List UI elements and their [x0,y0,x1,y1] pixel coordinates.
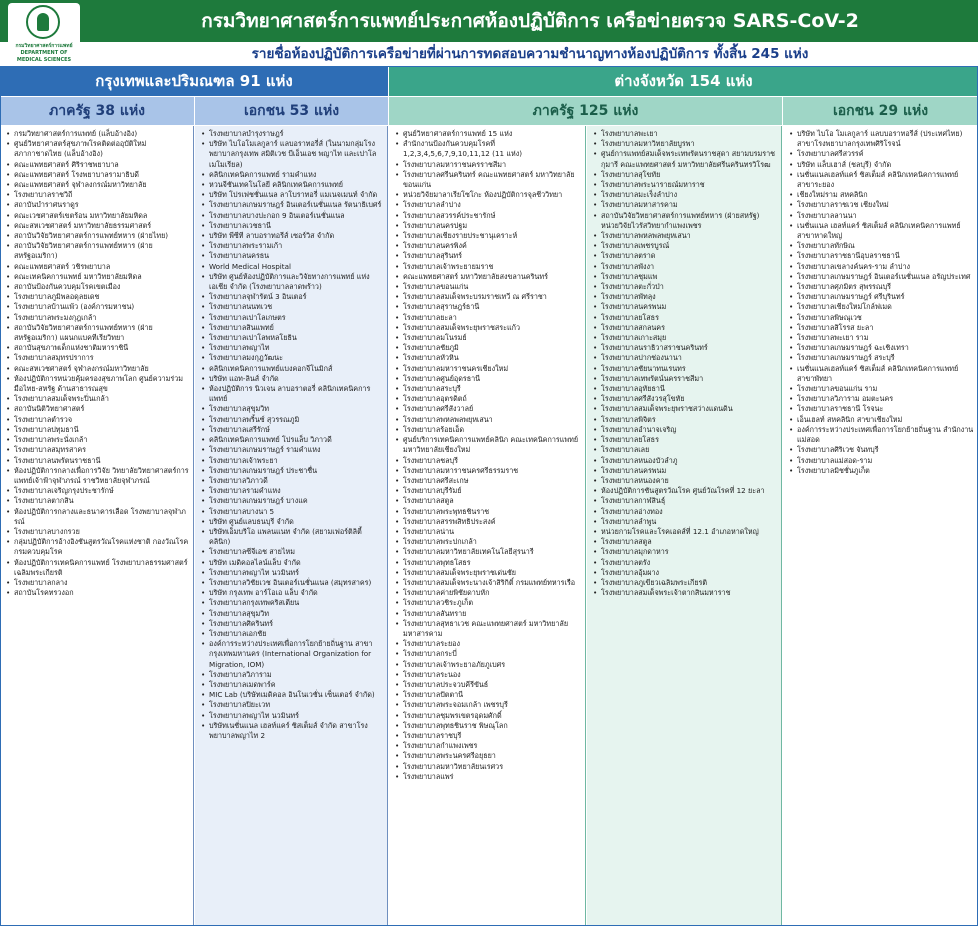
list-item: • โรงพยาบาลหนองบัวลำภู [593,456,778,466]
list-item: • โรงพยาบาลมงกุฎวัฒนะ [201,353,384,363]
list-item: • โรงพยาบาลสันทราย [395,609,582,619]
list-item: • โรงพยาบาลสมเด็จพระเจ้าตากสินมหาราช [593,588,778,598]
list-item: • MIC Lab (บริษัทเมดิคอล อินโนเวชั่น เซ็นเตอร์ จำกัด) [201,690,384,700]
list-item: • บริษัท กรุงเทพ อาร์โอเอ แล็บ จำกัด [201,588,384,598]
list-column-prov-private [783,126,978,926]
list-item: • โรงพยาบาลเกษมราษฎร์ อินเตอร์เนชั่นแนล รัตนาธิเบศร์ [201,200,384,210]
list-item: • โรงพยาบาลสุราษฎร์ธานี [395,302,582,312]
list-item: • สถาบันโรคทรวงอก [6,588,190,598]
list-item: • โรงพยาบาลเจ้าพระยายมราช [395,262,582,272]
list-item: • โรงพยาบาลพริ้นซ์ สุวรรณภูมิ [201,415,384,425]
list-item: • โรงพยาบาลปากช่องนานา [593,353,778,363]
list-item: • โรงพยาบาลราชบุรี [395,731,582,741]
list-item: • บริษัท ไบโอโมเลกูลาร์ แลบอราทอรี่ส์ (ในนามกลุ่มโรงพยาบาลกรุงเทพ สมิติเวช บีเอ็นเอช พญาไท และเปาโล เมโมเรียล) [201,139,384,170]
list-item: • โรงพยาบาลมหาราชนครราชสีมา [395,160,582,170]
list-item: • คณะเทคนิคการแพทย์ มหาวิทยาลัยมหิดล [6,272,190,282]
list-item: • โรงพยาบาลระยอง [395,639,582,649]
list-item: • บริษัท โปรเฟชชั่นแนล ลาโบราทอรี่ แมเนจเมนท์ จำกัด [201,190,384,200]
list-item: • โรงพยาบาลตะกั่วป่า [593,282,778,292]
list-item: • โรงพยาบาลศรีนครินทร์ คณะแพทยศาสตร์ มหาวิทยาลัยขอนแก่น [395,170,582,190]
list-item: • โรงพยาบาลปัตตานี [395,690,582,700]
list-item: • คณะแพทยศาสตร์ จุฬาลงกรณ์มหาวิทยาลัย [6,180,190,190]
list-item: • โรงพยาบาลวิภาราม อมตะนคร [789,394,975,404]
list-item: • โรงพยาบาลลำปาง [395,200,582,210]
list-item: • โรงพยาบาลกาฬสินธุ์ [593,496,778,506]
list-item: • โรงพยาบาลพหลพลพยุหเสนา [593,231,778,241]
list-item: • โรงพยาบาลสมเด็จพระยุพราชสว่างแดนดิน [593,404,778,414]
list-item: • คณะแพทยศาสตร์ โรงพยาบาลรามาธิบดี [6,170,190,180]
list-item: • โรงพยาบาลอ่างทอง [593,507,778,517]
list-item: • โรงพยาบาลเกษมราษฎร์ ศรีบุรินทร์ [789,292,975,302]
list-item: • โรงพยาบาลเสรีรักษ์ [201,425,384,435]
list-item: • โรงพยาบาลสมเด็จพระปิ่นเกล้า [6,394,190,404]
list-item: • ห้องปฏิบัติการหน่วยคุ้มครองสุขภาพโลก ศูนย์ความร่วมมือไทย-สหรัฐ ด้านสาธารณสุข [6,374,190,394]
list-item: • โรงพยาบาลพหลพลพยุหเสนา [395,415,582,425]
section-header-bkk-private: เอกชน 53 แห่ง [195,97,388,125]
list-item: • โรงพยาบาลสุโขทัย [593,170,778,180]
list-item: • โรงพยาบาลเจริญกรุงประชารักษ์ [6,486,190,496]
list-item: • บริษัท พีซีที ลาบอราทอรีส์ เซอร์วิส จำกัด [201,231,384,241]
section-header-bkk-gov: ภาครัฐ 38 แห่ง [0,97,194,125]
list-item: • โรงพยาบาลเชียงรายประชานุเคราะห์ [395,231,582,241]
list-item: • โรงพยาบาลหนองคาย [593,476,778,486]
list-item: • โรงพยาบาลนครธน [201,251,384,261]
list-item: • คณะแพทยศาสตร์ วชิรพยาบาล [6,262,190,272]
list-item: • โรงพยาบาลพะเยา [593,129,778,139]
list-item: • โรงพยาบาลพญาไท [201,343,384,353]
list-item: • โรงพยาบาลพระนครศรีอยุธยา [395,751,582,761]
list-item: • โรงพยาบาลสมุทรปราการ [6,353,190,363]
list-item: • โรงพยาบาลเกษมราษฎร์ สระบุรี [789,353,975,363]
region-header-bangkok: กรุงเทพและปริมณฑล 91 แห่ง [0,66,388,96]
list-item: • โรงพยาบาลบางนา 5 [201,507,384,517]
list-item: • โรงพยาบาลศุภมิตร สุพรรณบุรี [789,282,975,292]
list-item: • โรงพยาบาลมหาราชนครศรีธรรมราช [395,466,582,476]
list-item: • โรงพยาบาลเทพรัตน์นครราชสีมา [593,374,778,384]
list-column-prov-gov-a [389,126,586,926]
list-item: • บริษัท เมดิคอลไลน์แล็บ จำกัด [201,558,384,568]
list-item: • คณะสหเวชศาสตร์ จุฬาลงกรณ์มหาวิทยาลัย [6,364,190,374]
list-item: • สถาบันวิจัยวิทยาศาสตร์การแพทย์ทหาร (ฝ่ายสหรัฐ) หน่วยวิจัยไวรัสวิทยากำแพงเพชร [593,211,778,231]
department-logo [8,3,80,65]
list-item: • โรงพยาบาลเปาโลเกษตร [201,313,384,323]
list-item: • บริษัทเอ็มบริโอ แพลนแนท จำกัด (สยามเฟอร์ติลิตี้ คลินิก) [201,527,384,547]
list-item: • คณะแพทยศาสตร์ มหาวิทยาลัยสงขลานครินทร์ [395,272,582,282]
list-item: • คณะเวชศาสตร์เขตร้อน มหาวิทยาลัยมหิดล [6,211,190,221]
region-header-province: ต่างจังหวัด 154 แห่ง [389,66,978,96]
list-item: • โรงพยาบาลยโสธร [593,313,778,323]
list-item: • โรงพยาบาลชัยนาทนเรนทร [593,364,778,374]
list-item: • โรงพยาบาลสตูล [593,537,778,547]
list-item: • โรงพยาบาลมหาราชนครเชียงใหม่ [395,364,582,374]
list-item: • โรงพยาบาลอุตรดิตถ์ [395,394,582,404]
list-item: • โรงพยาบาลสมเด็จพระยุพราชเด่นชัย [395,568,582,578]
list-item: • คลินิกเทคนิคการแพทย์ โปรแล็บ วิภาวดี [201,435,384,445]
list-item: • โรงพยาบาลสวรรค์ประชารักษ์ [395,211,582,221]
list-item: • โรงพยาบาลมโนรมย์ [395,333,582,343]
list-item: • คลินิกเทคนิคการแพทย์ รามคำแหง [201,170,384,180]
list-item: • โรงพยาบาลตรัง [593,558,778,568]
list-item: • โรงพยาบาลเขลางค์นคร-ราม ลำปาง [789,262,975,272]
section-header-prov-private: เอกชน 29 แห่ง [783,97,978,125]
list-item: • โรงพยาบาลเพชรบูรณ์ [593,241,778,251]
list-item: • โรงพยาบาลปทุมธานี [6,425,190,435]
list-item: • โรงพยาบาลร้อยเอ็ด [395,425,582,435]
list-item: • ศูนย์วิทยาศาสตร์สุขภาพโรคติดต่ออุบัติใหม่ สภากาชาดไทย (แล็บอ้างอิง) [6,139,190,159]
list-item: • โรงพยาบาลพญาไท นวมินทร์ [201,568,384,578]
list-item: • โรงพยาบาลอุ้มผาง [593,568,778,578]
list-item: • โรงพยาบาลวิภาวดี [201,476,384,486]
list-item: • เนชั่นแนลเฮลท์แคร์ ซิสเต็มส์ คลินิกเทคนิคการแพทย์ สาขาพัทยา [789,364,975,384]
list-item: • โรงพยาบาลพิษณุเวช [789,313,975,323]
list-item: • โรงพยาบาลราชธานี โรจนะ [789,404,975,414]
list-item: • บริษัท แล็บเฮาส์ (ชลบุรี) จำกัด [789,160,975,170]
list-item: • โรงพยาบาลสกลนคร [593,323,778,333]
list-item: • โรงพยาบาลกำแพงเพชร [395,741,582,751]
list-item: • เนชั่นแนลเฮลท์แคร์ ซิสเต็มส์ คลินิกเทคนิคการแพทย์ สาขาระยอง [789,170,975,190]
logo-emblem-icon [26,5,60,39]
list-item: • โรงพยาบาลซีจีเอช สายไหม [201,547,384,557]
list-item: • โรงพยาบาลมหาวิทยาลัยเทคโนโลยีสุรนารี [395,547,582,557]
list-item: • โรงพยาบาลศิครินทร์ [201,619,384,629]
list-item: • โรงพยาบาลศรีสังวรสุโขทัย [593,394,778,404]
list-item: • โรงพยาบาลพระนารายณ์มหาราช [593,180,778,190]
list-item: • ศูนย์บริการเทคนิคการแพทย์คลินิก คณะเทคนิคการแพทย์ มหาวิทยาลัยเชียงใหม่ [395,435,582,455]
list-item: • โรงพยาบาลตากสิน [6,496,190,506]
list-item: • โรงพยาบาลศิริเวช จันทบุรี [789,445,975,455]
list-column-bkk-private [195,126,388,926]
list-item: • โรงพยาบาลบำรุงราษฎร์ [201,129,384,139]
list-item: • โรงพยาบาลลำพูน [593,517,778,527]
list-item: • โรงพยาบาลสินแพทย์ [201,323,384,333]
list-item: • โรงพยาบาลยะลา [395,313,582,323]
list-item: • โรงพยาบาลขอนแก่น ราม [789,384,975,394]
list-item: • โรงพยาบาลสุทธาเวช คณะแพทยศาสตร์ มหาวิทยาลัยมหาสารคาม [395,619,582,639]
list-item: • โรงพยาบาลสิโรรส ยะลา [789,323,975,333]
list-item: • เนชั่นแนล เฮลท์แคร์ ซิสเต็มส์ คลินิกเทคนิคการแพทย์ สาขาหาดใหญ่ [789,221,975,241]
list-item: • ศูนย์การแพทย์สมเด็จพระเทพรัตนราชสุดา สยามบรมราชกุมารี คณะแพทยศาสตร์ มหาวิทยาลัยศรีนครินทรวิโรฒ [593,149,778,169]
list-item: • โรงพยาบาลเชียงใหม่โกล์ฟเมด [789,302,975,312]
list-item: • โรงพยาบาลสตูล [395,496,582,506]
page-title: กรมวิทยาศาสตร์การแพทย์ประกาศห้องปฏิบัติการ เครือข่ายตรวจ SARS-CoV-2 [201,10,859,32]
list-item: • โรงพยาบาลราชวิถี [6,190,190,200]
list-item: • โรงพยาบาลราชธานีอุบลราชธานี [789,251,975,261]
list-item: • โรงพยาบาลเอกชัย [201,629,384,639]
list-item: • สถาบันป้องกันควบคุมโรคเขตเมือง [6,282,190,292]
list-item: • สถาบันวิจัยวิทยาศาสตร์การแพทย์ทหาร (ฝ่ายสหรัฐอเมริกา) [6,241,190,261]
list-item: • โรงพยาบาลลานนา [789,211,975,221]
page-subtitle: รายชื่อห้องปฏิบัติการเครือข่ายที่ผ่านการทดสอบความชำนาญทางห้องปฏิบัติการ ทั้งสิ้น 245 แห่ง [251,46,809,62]
list-item: • โรงพยาบาลสระบุรี [395,384,582,394]
list-item: • โรงพยาบาลพังงา [593,262,778,272]
list-item: • โรงพยาบาลอำนาจเจริญ [593,425,778,435]
list-item: • ห้องปฏิบัติการชันสูตรวัณโรค ศูนย์วัณโรคที่ 12 ยะลา [593,486,778,496]
list-item: • โรงพยาบาลนครพิงค์ [395,241,582,251]
list-item: • คณะสหเวชศาสตร์ มหาวิทยาลัยธรรมศาสตร์ [6,221,190,231]
list-item: • โรงพยาบาลอุทัยธานี [593,384,778,394]
list-item: • โรงพยาบาลสุรินทร์ [395,251,582,261]
list-item: • โรงพยาบาลพระมงกุฎเกล้า [6,313,190,323]
list-item: • โรงพยาบาลชัยภูมิ [395,343,582,353]
list-item: • ศูนย์วิทยาศาสตร์การแพทย์ 15 แห่ง [395,129,582,139]
list-item: • โรงพยาบาลเกาะสมุย [593,333,778,343]
list-item: • บริษัทเนชั่นแนล เฮลท์แคร์ ซิสเต็มส์ จำกัด สาขาโรงพยาบาลพญาไท 2 [201,721,384,741]
list-item: • โรงพยาบาลพระนั่งเกล้า [6,435,190,445]
list-item: • โรงพยาบาลประจวบคีรีขันธ์ [395,680,582,690]
list-item: • โรงพยาบาลแพร่ [395,772,582,782]
list-item: • สำนักงานป้องกันควบคุมโรคที่ 1,2,3,4,5,6,7,9,10,11,12 (11 แห่ง) [395,139,582,159]
list-item: • หวนจีชันเทคโนโลยี คลินิกเทคนิคการแพทย์ [201,180,384,190]
list-item: • สถาบันวิจัยวิทยาศาสตร์การแพทย์ทหาร (ฝ่ายสหรัฐอเมริกา) แผนกแบคทีเรียวิทยา [6,323,190,343]
list-item: • โรงพยาบาลพะเยา ราม [789,333,975,343]
list-item: • โรงพยาบาลนครปฐม [395,221,582,231]
list-item: • โรงพยาบาลสมเด็จพระนางเจ้าสิริกิติ์ กรมแพทย์ทหารเรือ [395,578,582,588]
list-item: • โรงพยาบาลสมุทรสาคร [6,445,190,455]
list-item: • องค์การระหว่างประเทศเพื่อการโยกย้ายถิ่นฐาน สำนักงานแม่สอด [789,425,975,445]
list-item: • World Medical Hospital [201,262,384,272]
list-item: • โรงพยาบาลนนทเวช [201,302,384,312]
list-item: • โรงพยาบาลเมดพาร์ค [201,680,384,690]
list-item: • สถาบันวิจัยวิทยาศาสตร์การแพทย์ทหาร (ฝ่ายไทย) [6,231,190,241]
list-item: • โรงพยาบาลมิชชั่นภูเก็ต [789,466,975,476]
list-item: • โรงพยาบาลสุขุมวิท [201,609,384,619]
list-item: • โรงพยาบาลพระรามเก้า [201,241,384,251]
list-item: • โรงพยาบาลขอนแก่น [395,282,582,292]
list-item: • สถาบันบำราศนราดูร [6,200,190,210]
list-item: • หน่วยกามโรคและโรคเอดส์ที่ 12.1 อำเภอหาดใหญ่ [593,527,778,537]
list-item: • โรงพยาบาลน่าน [395,527,582,537]
list-item: • โรงพยาบาลบางปะกอก 9 อินเตอร์เนชั่นแนล [201,211,384,221]
list-item: • หน่วยวิจัยมาลาเรียโซโกะ ห้องปฏิบัติการจุลชีววิทยา [395,190,582,200]
list-item: • บริษัท ศูนย์ห้องปฏิบัติการและวิจัยทางการแพทย์ แห่งเอเชีย จำกัด (โรงพยาบาลลาดพร้าว) [201,272,384,292]
list-item: • โรงพยาบาลนครพนม [593,466,778,476]
list-item: • โรงพยาบาลสรรพสิทธิประสงค์ [395,517,582,527]
list-item: • โรงพยาบาลเปาโลพหลโยธิน [201,333,384,343]
list-item: • โรงพยาบาลพัทลุง [593,292,778,302]
list-item: • โรงพยาบาลภูมิพลอดุลยเดช [6,292,190,302]
list-item: • โรงพยาบาลบ้านแพ้ว (องค์การมหาชน) [6,302,190,312]
list-item: • โรงพยาบาลศรีสะเกษ [395,476,582,486]
list-item: • โรงพยาบาลเกษมราษฎร์ รามคำแหง [201,445,384,455]
list-item: • โรงพยาบาลจุฬารัตน์ 3 อินเตอร์ [201,292,384,302]
list-item: • โรงพยาบาลมหาสารคาม [593,200,778,210]
list-item: • โรงพยาบาลแม่สอด-ราม [789,456,975,466]
list-item: • ห้องปฏิบัติการ นิวเจน ลาบอราตอรี่ คลินิกเทคนิคการแพทย์ [201,384,384,404]
list-item: • โรงพยาบาลพิจิตร [593,415,778,425]
list-item: • โรงพยาบาลพญาไท นวมินทร์ [201,711,384,721]
list-item: • โรงพยาบาลพระพุทธชินราช [395,507,582,517]
list-item: • สถาบันนิติวิทยาศาสตร์ [6,404,190,414]
list-item: • โรงพยาบาลเกษมราษฎร์ บางแค [201,496,384,506]
list-item: • โรงพยาบาลเวชธานี [201,221,384,231]
list-column-bkk-gov [0,126,194,926]
list-item: • โรงพยาบาลเกษมราษฎร์ ฉะเชิงเทรา [789,343,975,353]
list-item: • กรมวิทยาศาสตร์การแพทย์ (แล็บอ้างอิง) [6,129,190,139]
list-item: • โรงพยาบาลมะเร็งลำปาง [593,190,778,200]
list-item: • บริษัท แอท-ลินส์ จำกัด [201,374,384,384]
list-item: • โรงพยาบาลมุกดาหาร [593,547,778,557]
list-item: • โรงพยาบาลศรีสังวาลย์ [395,404,582,414]
list-item: • โรงพยาบาลวิภาราม [201,670,384,680]
list-item: • โรงพยาบาลเกษมราษฎร์ อินเตอร์เนชั่นแนล อรัญประเทศ [789,272,975,282]
list-item: • โรงพยาบาลค่ายพิชัยดาบหัก [395,588,582,598]
list-item: • โรงพยาบาลวิชัยเวช อินเตอร์เนชั่นแนล (สมุทรสาคร) [201,578,384,588]
list-item: • โรงพยาบาลศรีสวรรค์ [789,149,975,159]
list-item: • โรงพยาบาลพระปกเกล้า [395,537,582,547]
list-item: • คณะแพทยศาสตร์ ศิริราชพยาบาล [6,160,190,170]
list-item: • โรงพยาบาลชุมพรเขตรอุดมศักดิ์ [395,711,582,721]
list-item: • โรงพยาบาลเจ้าพระยา [201,456,384,466]
list-item: • โรงพยาบาลหัวหิน [395,353,582,363]
list-item: • โรงพยาบาลชุมแพ [593,272,778,282]
list-item: • โรงพยาบาลศูนย์อุดรธานี [395,374,582,384]
list-item: • โรงพยาบาลตราด [593,251,778,261]
list-item: • โรงพยาบาลราชเวช เชียงใหม่ [789,200,975,210]
list-item: • กลุ่มปฏิบัติการอ้างอิงชันสูตรวัณโรคแห่งชาติ กองวัณโรค กรมควบคุมโรค [6,537,190,557]
list-item: • โรงพยาบาลพุทธชินราช พิษณุโลก [395,721,582,731]
list-item: • โรงพยาบาลบางกรวย [6,527,190,537]
list-item: • โรงพยาบาลตำรวจ [6,415,190,425]
list-item: • โรงพยาบาลเจ้าพระยาอภัยภูเบศร [395,660,582,670]
list-item: • โรงพยาบาลสมเด็จพระยุพราชสระแก้ว [395,323,582,333]
list-item: • ห้องปฏิบัติการกลางและธนาคารเลือด โรงพยาบาลจุฬาภรณ์ [6,507,190,527]
list-item: • โรงพยาบาลสมเด็จพระบรมราชเทวี ณ ศรีราชา [395,292,582,302]
list-item: • โรงพยาบาลมหาวิทยาลัยนเรศวร [395,762,582,772]
list-column-prov-gov-b [587,126,782,926]
list-item: • โรงพยาบาลเกษมราษฎร์ ประชาชื่น [201,466,384,476]
list-item: • องค์การระหว่างประเทศเพื่อการโยกย้ายถิ่นฐาน สาขากรุงเทพมหานคร (International Organization for Migration, IOM) [201,639,384,670]
list-item: • โรงพยาบาลกระบี่ [395,649,582,659]
list-item: • โรงพยาบาลวชิระภูเก็ต [395,598,582,608]
list-item: • โรงพยาบาลปิยะเวท [201,700,384,710]
list-item: • เชียงใหม่ราม สหคลินิก [789,190,975,200]
list-item: • โรงพยาบาลนครพนม [593,302,778,312]
list-item: • เอ็นเฮลท์ สหคลินิก สาขาเชียงใหม่ [789,415,975,425]
list-item: • โรงพยาบาลภูเขียวเฉลิมพระเกียรติ [593,578,778,588]
list-item: • โรงพยาบาลนพรัตนราชธานี [6,456,190,466]
list-item: • คลินิกเทคนิคการแพทย์แบงคอกจีโนมิกส์ [201,364,384,374]
list-item: • โรงพยาบาลระนอง [395,670,582,680]
list-item: • โรงพยาบาลยโสธร [593,435,778,445]
list-item: • บริษัท ไบโอ โมเลกูลาร์ แลบบอราทอรีส์ (ประเทศไทย) สาขาโรงพยาบาลกรุงเทพศิริโรจน์ [789,129,975,149]
list-item: • โรงพยาบาลพุทธโสธร [395,558,582,568]
section-header-prov-gov: ภาครัฐ 125 แห่ง [389,97,782,125]
list-item: • โรงพยาบาลบุรีรัมย์ [395,486,582,496]
list-item: • โรงพยาบาลชลบุรี [395,456,582,466]
list-item: • โรงพยาบาลกรุงเทพคริสเตียน [201,598,384,608]
list-item: • โรงพยาบาลนราธิวาสราชนครินทร์ [593,343,778,353]
list-item: • สถาบันสุขภาพเด็กแห่งชาติมหาราชินี [6,343,190,353]
list-item: • โรงพยาบาลมหาวิทยาลัยบูรพา [593,139,778,149]
list-item: • โรงพยาบาลพระจอมเกล้า เพชรบุรี [395,700,582,710]
list-item: • โรงพยาบาลรามคำแหง [201,486,384,496]
list-item: • โรงพยาบาลทักษิณ [789,241,975,251]
logo-text: กรมวิทยาศาสตร์การแพทย์ DEPARTMENT OF MEDICAL SCIENCES [15,43,73,63]
list-item: • ห้องปฏิบัติการกลางเพื่อการวิจัย วิทยาลัยวิทยาศาสตร์การแพทย์เจ้าฟ้าจุฬาภรณ์ ราชวิทยาลัยจุฬาภรณ์ [6,466,190,486]
list-item: • โรงพยาบาลสุขุมวิท [201,404,384,414]
list-item: • โรงพยาบาลกลาง [6,578,190,588]
list-item: • บริษัท ศูนย์แลบธนบุรี จำกัด [201,517,384,527]
list-item: • โรงพยาบาลเลย [593,445,778,455]
list-item: • ห้องปฏิบัติการเทคนิคการแพทย์ โรงพยาบาลธรรมศาสตร์เฉลิมพระเกียรติ [6,558,190,578]
